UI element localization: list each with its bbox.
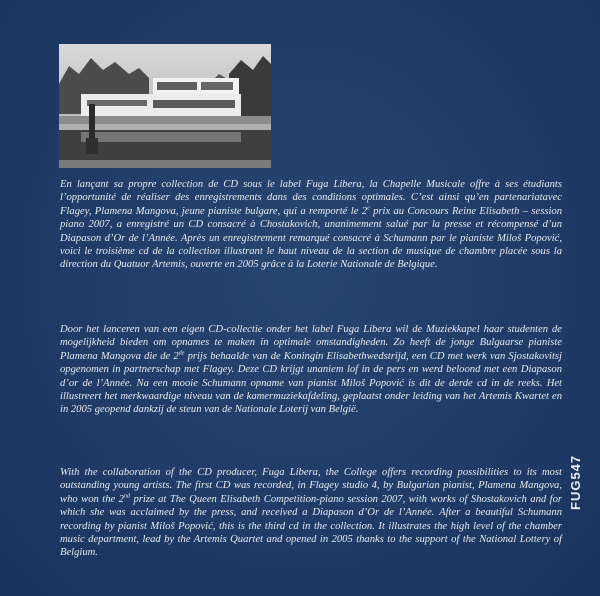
dutch-paragraph: Door het lanceren van een eigen CD-collectie onder het label Fuga Libera wil de Muziekkapel haar studenten de mogelijkheid bieden om opnames te maken in optimale omstandigheden. Zo heeft de jonge Bulgaarse pianiste Plamena Mangova die de 2de prijs behaalde van de Koningin Elisabethwedstrijd, een CD met werk van Sjostakovitsj opgenomen in partnerschap met Flagey. Deze CD krijgt unaniem lof in de pers en werd beloond met een Diapason d’or de l’Année. Na een mooie Schumann opname van pianist Miloš Popović is dit de derde cd in de reeks. Het illustreert het merkwaardige niveau van de kamermuziekafdeling, geplaatst onder leiding van het Artemis Kwartet en in 2005 geopend dankzij de steun van de Nationale Loterij van België. [60, 324, 562, 416]
english-paragraph: With the collaboration of the CD producer, Fuga Libera, the College offers recording possibilities to its most outstanding young artists. The first CD was recorded, in Flagey studio 4, by Bulgarian pianist, Plamena Mangova, who won the 2nd prize at The Queen Elisabeth Competition-piano session 2007, with works of Shostakovich and for which she was acclaimed by the press, and received a Diapason d’Or de l’Année. After a beautiful Schumann recording by pianist Miloš Popović, this is the third cd in the collection. It illustrates the high level of the chamber music department, lead by the Artemis Quartet and opened in 2005 thanks to the support of the National Lottery of Belgium. [60, 467, 562, 559]
building-photo-icon [59, 44, 271, 168]
building-photo [59, 44, 271, 168]
french-paragraph: En lançant sa propre collection de CD sous le label Fuga Libera, la Chapelle Musicale offre à ses étudiants l’opportunité de réaliser des enregistrements dans des conditions optimales. C’est ainsi qu’en partenariatavec Flagey, Plamena Mangova, jeune pianiste bulgare, qui a remporté le 2e prix au Concours Reine Elisabeth – session piano 2007, a enregistré un CD consacré à Chostakovich, unanimement salué par la presse et récompensé d’un Diapason d’Or de l’Année. Après un enregistrement remarqué consacré à Schumann par le pianiste Miloš Popović, voici le troisième cd de la collection illustrant le haut niveau de la section de musique de chambre placée sous la direction du Quatuor Artemis, ouverte en 2005 grâce à la Loterie Nationale de Belgique. [60, 179, 562, 271]
catalog-number: FUG547 [568, 454, 583, 510]
